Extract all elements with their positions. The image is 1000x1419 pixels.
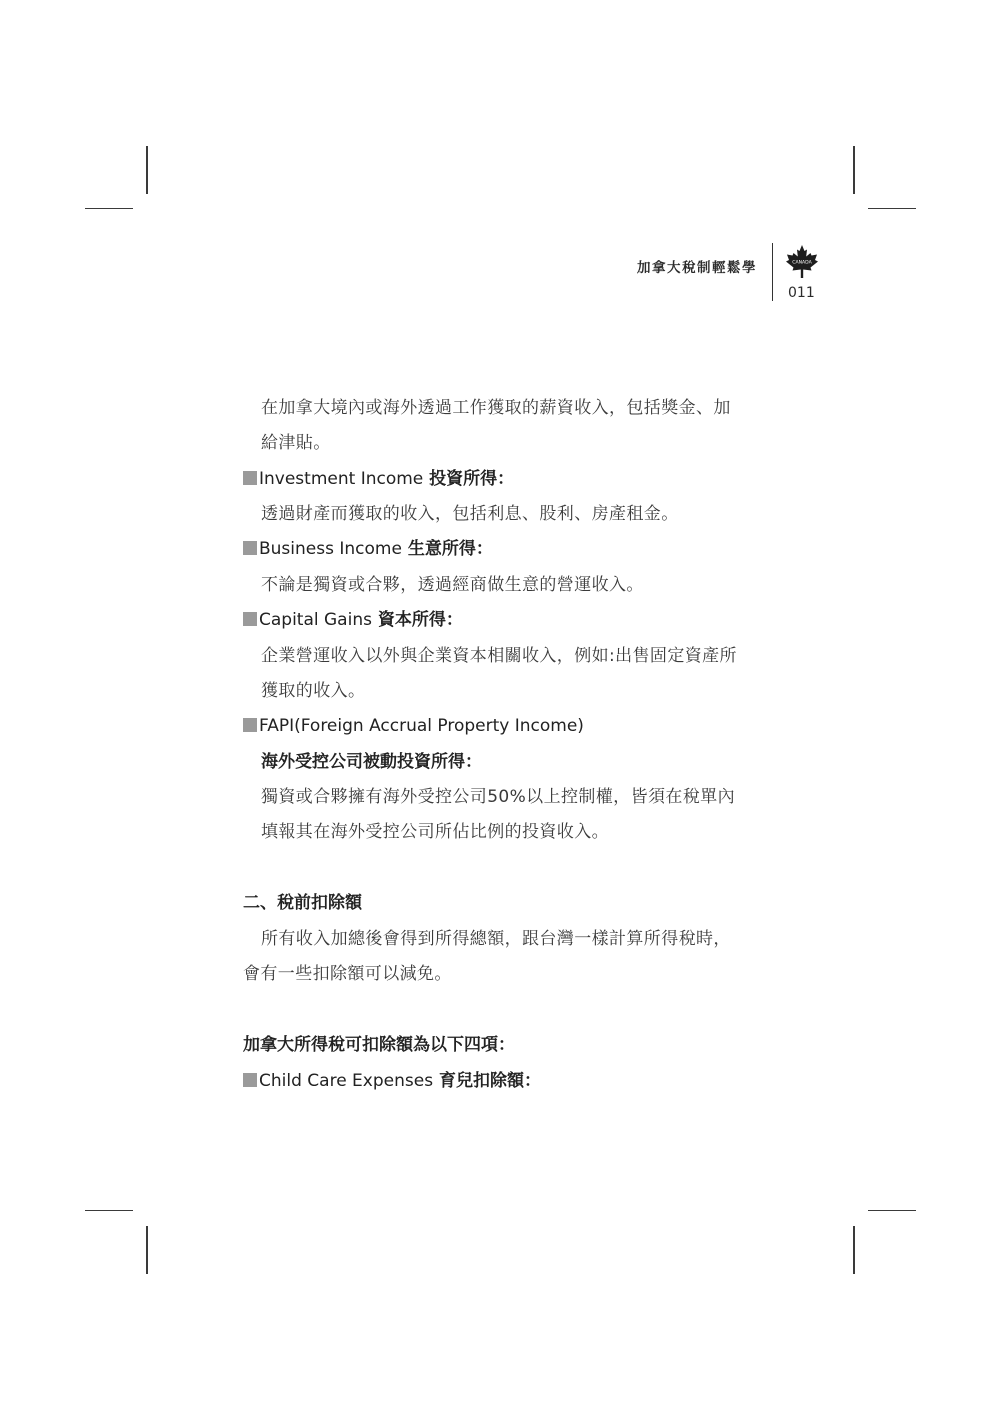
business-income-text: 不論是獨資或合夥，透過經商做生意的營運收入。 (261, 575, 644, 595)
section-two-text-line-1: 所有收入加總後會得到所得總額，跟台灣一樣計算所得稅時， (261, 929, 731, 949)
section-two-heading: 二、稅前扣除額 (243, 893, 362, 913)
capital-gains-text-line-2: 獲取的收入。 (261, 681, 366, 701)
deductions-heading: 加拿大所得稅可扣除額為以下四項： (243, 1035, 515, 1055)
heading-en: Investment Income (259, 469, 424, 489)
crop-mark-top-right-h (868, 208, 916, 209)
fapi-text-line-2: 填報其在海外受控公司所佔比例的投資收入。 (261, 822, 609, 842)
paragraph-employment-line-2: 給津貼。 (261, 433, 331, 453)
business-income-heading (243, 537, 493, 561)
crop-mark-bottom-right-h (868, 1210, 916, 1211)
svg-text:CANADA: CANADA (792, 260, 812, 266)
square-bullet-icon (243, 471, 257, 485)
header-divider (772, 243, 773, 301)
heading-en: Capital Gains (259, 610, 372, 630)
heading-zh: 投資所得： (429, 469, 515, 489)
investment-income-text: 透過財產而獲取的收入，包括利息、股利、房產租金。 (261, 504, 679, 524)
square-bullet-icon (243, 718, 257, 732)
investment-income-heading (243, 467, 514, 491)
crop-mark-top-left-h (85, 208, 133, 209)
square-bullet-icon (243, 612, 257, 626)
child-care-heading (243, 1069, 541, 1093)
square-bullet-icon (243, 541, 257, 555)
running-header-title: 加拿大稅制輕鬆學 (637, 260, 757, 276)
section-two-text-line-2: 會有一些扣除額可以減免。 (243, 964, 452, 984)
fapi-subheading: 海外受控公司被動投資所得： (261, 752, 482, 772)
crop-mark-bottom-right-v (853, 1226, 855, 1274)
heading-zh: 生意所得： (407, 539, 493, 559)
fapi-text-line-1: 獨資或合夥擁有海外受控公司50%以上控制權，皆須在稅單內 (261, 787, 735, 807)
heading-zh: 育兒扣除額： (438, 1071, 541, 1091)
page-number: 011 (788, 285, 815, 301)
capital-gains-heading (243, 608, 463, 632)
square-bullet-icon (243, 1073, 257, 1087)
capital-gains-text-line-1: 企業營運收入以外與企業資本相關收入，例如:出售固定資產所 (261, 646, 737, 666)
heading-en: FAPI(Foreign Accrual Property Income) (259, 716, 584, 736)
crop-mark-bottom-left-v (146, 1226, 148, 1274)
crop-mark-top-left-v (146, 146, 148, 194)
paragraph-employment-line-1: 在加拿大境內或海外透過工作獲取的薪資收入，包括獎金、加 (261, 398, 731, 418)
heading-zh: 資本所得： (377, 610, 463, 630)
crop-mark-bottom-left-h (85, 1210, 133, 1211)
heading-en: Child Care Expenses (259, 1071, 434, 1091)
crop-mark-top-right-v (853, 146, 855, 194)
fapi-heading (243, 714, 584, 738)
heading-en: Business Income (259, 539, 402, 559)
maple-leaf-icon (784, 244, 820, 280)
